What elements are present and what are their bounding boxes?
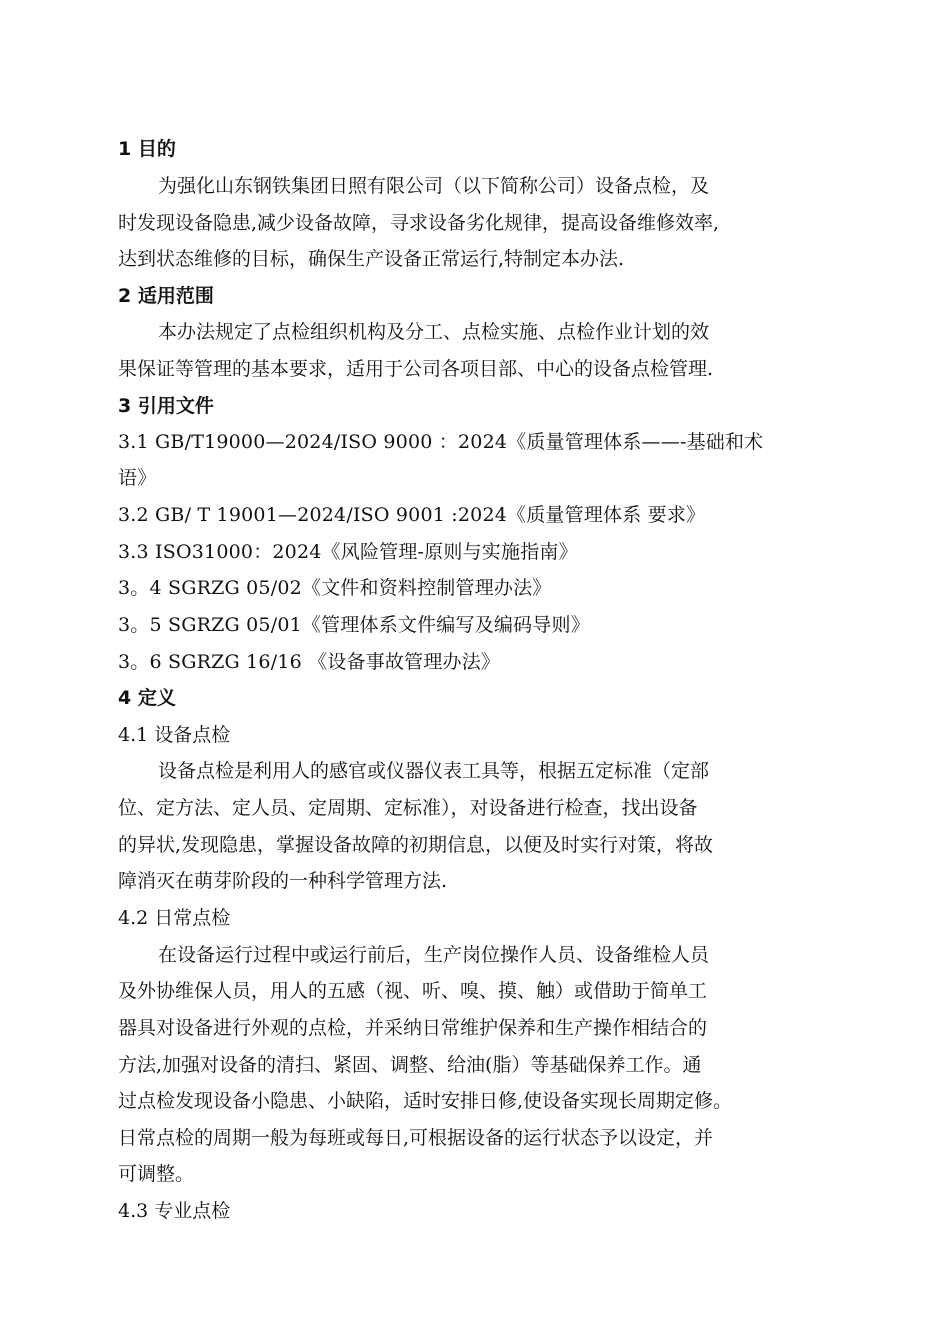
paragraph-line: 可调整。 (118, 1163, 195, 1185)
reference-line: 3。4 SGRZG 05/02《文件和资料控制管理办法》 (118, 577, 552, 599)
paragraph-line: 器具对设备进行外观的点检，并采纳日常维护保养和生产操作相结合的 (118, 1017, 708, 1039)
reference-line: 3.2 GB/ T 19001—2024/ISO 9001 :2024《质量管理体系 要求》 (118, 504, 706, 526)
reference-line: 3.1 GB/T19000—2024/ISO 9000 ：2024《质量管理体系——-基础和术 (118, 431, 764, 453)
section-4-heading: 4 定义 (118, 687, 176, 709)
paragraph-line: 果保证等管理的基本要求，适用于公司各项目部、中心的设备点检管理. (118, 358, 714, 380)
subsection-4-2-heading: 4.2 日常点检 (118, 907, 231, 929)
paragraph-line: 达到状态维修的目标，确保生产设备正常运行,特制定本办法. (118, 248, 625, 270)
section-2-heading: 2 适用范围 (118, 285, 214, 307)
reference-line: 3.3 ISO31000：2024《风险管理-原则与实施指南》 (118, 541, 578, 563)
paragraph-line: 障消灭在萌芽阶段的一种科学管理方法. (118, 870, 448, 892)
reference-line: 3。5 SGRZG 05/01《管理体系文件编写及编码导则》 (118, 614, 590, 636)
section-3-heading: 3 引用文件 (118, 395, 214, 417)
paragraph-line: 及外协维保人员，用人的五感（视、听、嗅、摸、触）或借助于简单工 (118, 980, 708, 1002)
reference-line: 语》 (118, 467, 157, 489)
paragraph-line: 时发现设备隐患,减少设备故障，寻求设备劣化规律，提高设备维修效率, (118, 212, 720, 234)
section-1-heading: 1 目的 (118, 138, 176, 160)
paragraph-line: 为强化山东钢铁集团日照有限公司（以下简称公司）设备点检，及 (158, 175, 710, 197)
paragraph-line: 的异状,发现隐患，掌握设备故障的初期信息，以便及时实行对策，将故 (118, 834, 714, 856)
paragraph-line: 位、定方法、定人员、定周期、定标准），对设备进行检查，找出设备 (118, 797, 698, 819)
paragraph-line: 过点检发现设备小隐患、小缺陷，适时安排日修,使设备实现长周期定修。 (118, 1090, 733, 1112)
subsection-4-3-heading: 4.3 专业点检 (118, 1200, 231, 1222)
reference-line: 3。6 SGRZG 16/16 《设备事故管理办法》 (118, 651, 501, 673)
paragraph-line: 在设备运行过程中或运行前后，生产岗位操作人员、设备维检人员 (158, 944, 710, 966)
paragraph-line: 日常点检的周期一般为每班或每日,可根据设备的运行状态予以设定，并 (118, 1127, 714, 1149)
paragraph-line: 本办法规定了点检组织机构及分工、点检实施、点检作业计划的效 (158, 321, 710, 343)
paragraph-line: 方法,加强对设备的清扫、紧固、调整、给油(脂）等基础保养工作。通 (118, 1054, 702, 1076)
subsection-4-1-heading: 4.1 设备点检 (118, 724, 231, 746)
paragraph-line: 设备点检是利用人的感官或仪器仪表工具等，根据五定标准（定部 (158, 760, 710, 782)
